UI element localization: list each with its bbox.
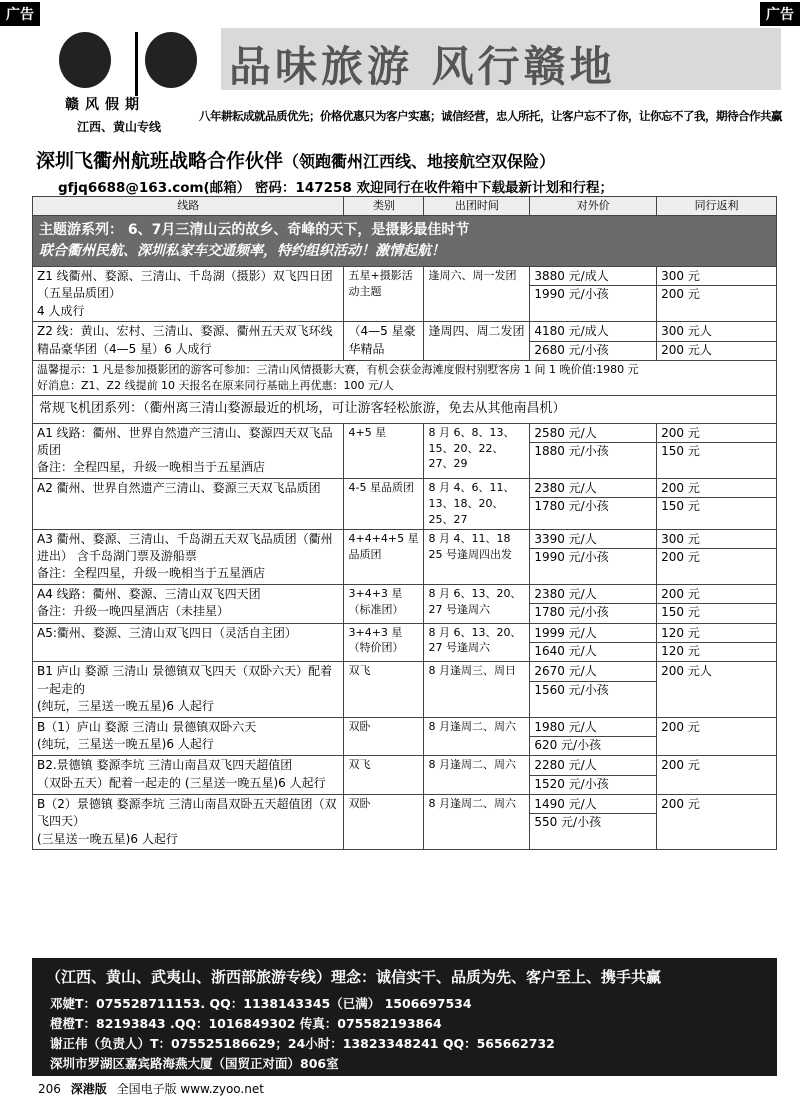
table-row <box>33 423 777 478</box>
section-row <box>33 395 777 423</box>
price-adult: 2670 元/人 <box>530 663 656 681</box>
rebate-2: 120 元 <box>661 643 700 658</box>
table-row <box>33 795 777 850</box>
note-2: 好消息：Z1、Z2 线提前 10 天报名在原来同行基础上再优惠：100 元/人 <box>37 378 394 392</box>
slogan: 品味旅游 风行赣地 <box>229 42 616 91</box>
note-1: 温馨提示：1 凡是参加摄影团的游客可参加：三清山风情摄影大赛，有机会获金海滩度假村别墅客房 1 间 1 晚价值:1980 元 <box>37 362 639 376</box>
route-remark: (纯玩，三星送一晚五星)6 人起行 <box>37 736 214 751</box>
category-cell: 五星+摄影活动主题 <box>344 266 424 321</box>
price-adult: 2380 元/人 <box>530 480 656 498</box>
rebate-2: 200 元人 <box>661 342 712 357</box>
time-cell: 逢周六、周一发团 <box>424 266 530 321</box>
time-cell: 8 月 6、8、13、15、20、22、27、29 <box>428 425 515 471</box>
rebate-2: 200 元 <box>661 549 700 564</box>
route-table <box>32 196 777 850</box>
route-text: A1 线路：衢州、世界自然遗产三清山、婺源四天双飞品质团 <box>37 425 333 457</box>
category-cell: 4-5 星品质团 <box>348 480 414 494</box>
category-cell: 双飞 <box>348 664 371 678</box>
table-row <box>33 584 777 623</box>
price-child: 2680 元/小孩 <box>534 342 609 357</box>
route-remark: 备注：全程四星，升级一晚相当于五星酒店 <box>37 460 266 475</box>
time-cell: 8 月逢周三、周日 <box>428 664 516 678</box>
logo-divider <box>135 32 138 96</box>
theme-banner <box>33 215 777 266</box>
table-row <box>33 266 777 321</box>
price-adult: 1490 元/人 <box>530 796 656 814</box>
price-adult: 2280 元/人 <box>530 757 656 775</box>
slogan-banner <box>221 28 781 90</box>
page-footer <box>38 1080 264 1097</box>
rebate-1: 200 元 <box>657 480 776 498</box>
route-remark: (纯玩，三星送一晚五星)6 人起行 <box>37 699 214 714</box>
rebate-1: 300 元人 <box>657 323 776 341</box>
time-cell: 8 月逢周二、周六 <box>428 797 516 811</box>
theme-line-2: 联合衢州民航、深圳私家车交通频率，特约组织活动！激情起航！ <box>39 242 445 259</box>
price-child: 1560 元/小孩 <box>534 682 609 697</box>
table-header <box>33 197 777 216</box>
route-text: A3 衢州、婺源、三清山、千岛湖五天双飞品质团（衢州进出） 含千岛湖门票及游船票 <box>37 531 333 563</box>
category-cell: 4+4+4+5 星品质团 <box>348 531 419 561</box>
price-child: 1640 元/人 <box>534 643 597 658</box>
rebate-1: 200 元 <box>661 719 700 734</box>
steering-wheel-icon <box>59 32 111 88</box>
rebate-2: 200 元 <box>661 287 700 302</box>
col-time: 出团时间 <box>424 197 530 216</box>
ad-label-right: 广告 <box>760 2 800 26</box>
price-adult: 4180 元/成人 <box>530 323 656 341</box>
section-title: 常规飞机团系列：（衢州离三清山婺源最近的机场，可让游客轻松旅游，免去从其他南昌机） <box>33 395 777 423</box>
category-cell: 3+4+3 星 （标准团） <box>348 586 404 616</box>
category-cell: 双卧 <box>348 797 371 811</box>
rebate-1: 200 元 <box>657 586 776 604</box>
tagline: 八年耕耘成就品质优先；价格优惠只为客户实惠；诚信经营，忠人所托，让客户忘不了你，让你忘不了我，期待合作共赢 <box>199 109 782 123</box>
rebate-1: 300 元 <box>657 268 776 286</box>
col-route: 线路 <box>33 197 344 216</box>
category-cell: 双卧 <box>348 719 371 733</box>
time-cell: 逢周四、周二发团 <box>424 322 530 361</box>
route-text: B（2）景德镇 婺源李坑 三清山南昌双卧五天超值团（双飞四天） <box>37 797 337 829</box>
site-link[interactable]: 全国电子版 www.zyoo.net <box>116 1082 264 1096</box>
price-child: 1990 元/小孩 <box>534 287 609 302</box>
category-cell: 3+4+3 星 （特价团） <box>348 625 404 655</box>
edition: 深港版 <box>70 1082 107 1096</box>
route-remark: (三星送一晚五星)6 人起行 <box>37 831 178 846</box>
contact-line-3: 谢正伟（负责人）T：075525186629；24小时：13823348241 QQ：565662732 <box>50 1036 555 1051</box>
route-text: A2 衢州、世界自然遗产三清山、婺源三天双飞品质团 <box>37 480 321 495</box>
time-cell: 8 月逢周二、周六 <box>428 719 516 733</box>
rebate-1: 200 元 <box>661 797 700 812</box>
price-child: 620 元/小孩 <box>534 737 602 752</box>
partner-title <box>36 146 555 173</box>
route-extra: 4 人成行 <box>37 303 85 318</box>
price-adult: 2380 元/人 <box>530 586 656 604</box>
price-child: 1780 元/小孩 <box>534 605 609 620</box>
time-cell: 8 月 6、13、20、27 号逢周六 <box>428 625 522 655</box>
price-child: 1780 元/小孩 <box>534 499 609 514</box>
contact-footer <box>32 958 777 1076</box>
price-adult: 3390 元/人 <box>530 531 656 549</box>
mail-info: gfjq6688@163.com(邮箱） 密码：147258 欢迎同行在收件箱中下载最新计划和行程； <box>58 180 613 196</box>
contact-line-2: 橙橙T：82193843 .QQ：1016849302 传真：075582193864 <box>50 1016 442 1031</box>
category-cell: 双飞 <box>348 758 371 772</box>
ad-header <box>35 24 780 140</box>
route-text: Z1 线衢州、婺源、三清山、千岛湖（摄影）双飞四日团（五星品质团） <box>37 268 333 301</box>
table-row <box>33 662 777 717</box>
rebate-1: 200 元 <box>661 758 700 773</box>
table-row <box>33 529 777 584</box>
ad-label-left: 广告 <box>0 2 40 26</box>
route-text: Z2 线：黄山、宏村、三清山、婺源、衢州五天双飞环线精品豪华团（4—5 星）6 人成行 <box>33 322 344 361</box>
page-number: 206 <box>38 1082 61 1096</box>
price-child: 1520 元/小孩 <box>534 776 609 791</box>
route-text: A4 线路：衢州、婺源、三清山双飞四天团 <box>37 586 261 601</box>
time-cell: 8 月 4、6、11、13、18、20、25、27 <box>428 480 515 526</box>
rebate-2: 150 元 <box>661 605 700 620</box>
theme-line-1: 主题游系列： 6、7月三清山云的故乡、奇峰的天下，是摄影最佳时节 <box>39 221 470 238</box>
partner-main: 深圳飞衢州航班战略合作伙伴 <box>36 150 284 172</box>
rebate-1: 200 元 <box>657 425 776 443</box>
route-text: B1 庐山 婺源 三清山 景德镇双飞四天（双卧六天）配着一起走的 <box>37 664 333 696</box>
price-adult: 2580 元/人 <box>530 425 656 443</box>
table-row <box>33 623 777 662</box>
col-price: 对外价 <box>530 197 657 216</box>
note-row <box>33 360 777 395</box>
category-cell: 4+5 星 <box>348 425 387 439</box>
price-child: 1990 元/小孩 <box>534 549 609 564</box>
route-remark: （双卧五天）配着一起走的 (三星送一晚五星)6 人起行 <box>37 775 326 790</box>
table-row <box>33 478 777 529</box>
time-cell: 8 月 4、11、18 25 号逢周四出发 <box>428 531 512 561</box>
time-cell: 8 月 6、13、20、27 号逢周六 <box>428 586 522 616</box>
route-text: A5:衢州、婺源、三清山双飞四日（灵活自主团） <box>37 625 297 640</box>
price-child: 550 元/小孩 <box>534 815 602 830</box>
price-adult: 1999 元/人 <box>530 625 656 643</box>
category-cell: （4—5 星豪华精品 <box>344 322 424 361</box>
route-remark: 备注：全程四星，升级一晚相当于五星酒店 <box>37 566 266 581</box>
rebate-1: 200 元人 <box>661 664 712 679</box>
route-text: B2.景德镇 婺源李坑 三清山南昌双飞四天超值团 <box>37 758 293 773</box>
brand-logo <box>53 32 203 92</box>
route-text: B（1）庐山 婺源 三清山 景德镇双卧六天 <box>37 719 257 734</box>
rebate-2: 150 元 <box>661 499 700 514</box>
price-adult: 1980 元/人 <box>530 719 656 737</box>
rebate-1: 120 元 <box>657 625 776 643</box>
contact-line-1: 邓婕T：075528711153. QQ：1138143345（已满） 1506697534 <box>50 996 472 1011</box>
col-category: 类别 <box>344 197 424 216</box>
time-cell: 8 月逢周二、周六 <box>428 758 516 772</box>
contact-address: 深圳市罗湖区嘉宾路海燕大厦（国贸正对面）806室 <box>50 1056 339 1071</box>
partner-paren: （领跑衢州江西线、地接航空双保险） <box>283 152 556 171</box>
table-row <box>33 717 777 756</box>
steering-wheel-icon <box>145 32 197 88</box>
col-rebate: 同行返利 <box>657 197 777 216</box>
footer-slogan: （江西、黄山、武夷山、浙西部旅游专线）理念：诚信实干、品质为先、客户至上、携手共赢 <box>46 968 662 986</box>
route-remark: 备注：升级一晚四星酒店（未挂星） <box>37 604 230 619</box>
brand-name: 赣风假期 <box>65 97 145 113</box>
price-adult: 3880 元/成人 <box>530 268 656 286</box>
table-row <box>33 756 777 795</box>
price-child: 1880 元/小孩 <box>534 444 609 458</box>
table-row <box>33 322 777 361</box>
rebate-2: 150 元 <box>661 444 700 458</box>
rebate-1: 300 元 <box>657 531 776 549</box>
brand-line: 江西、黄山专线 <box>77 120 162 134</box>
